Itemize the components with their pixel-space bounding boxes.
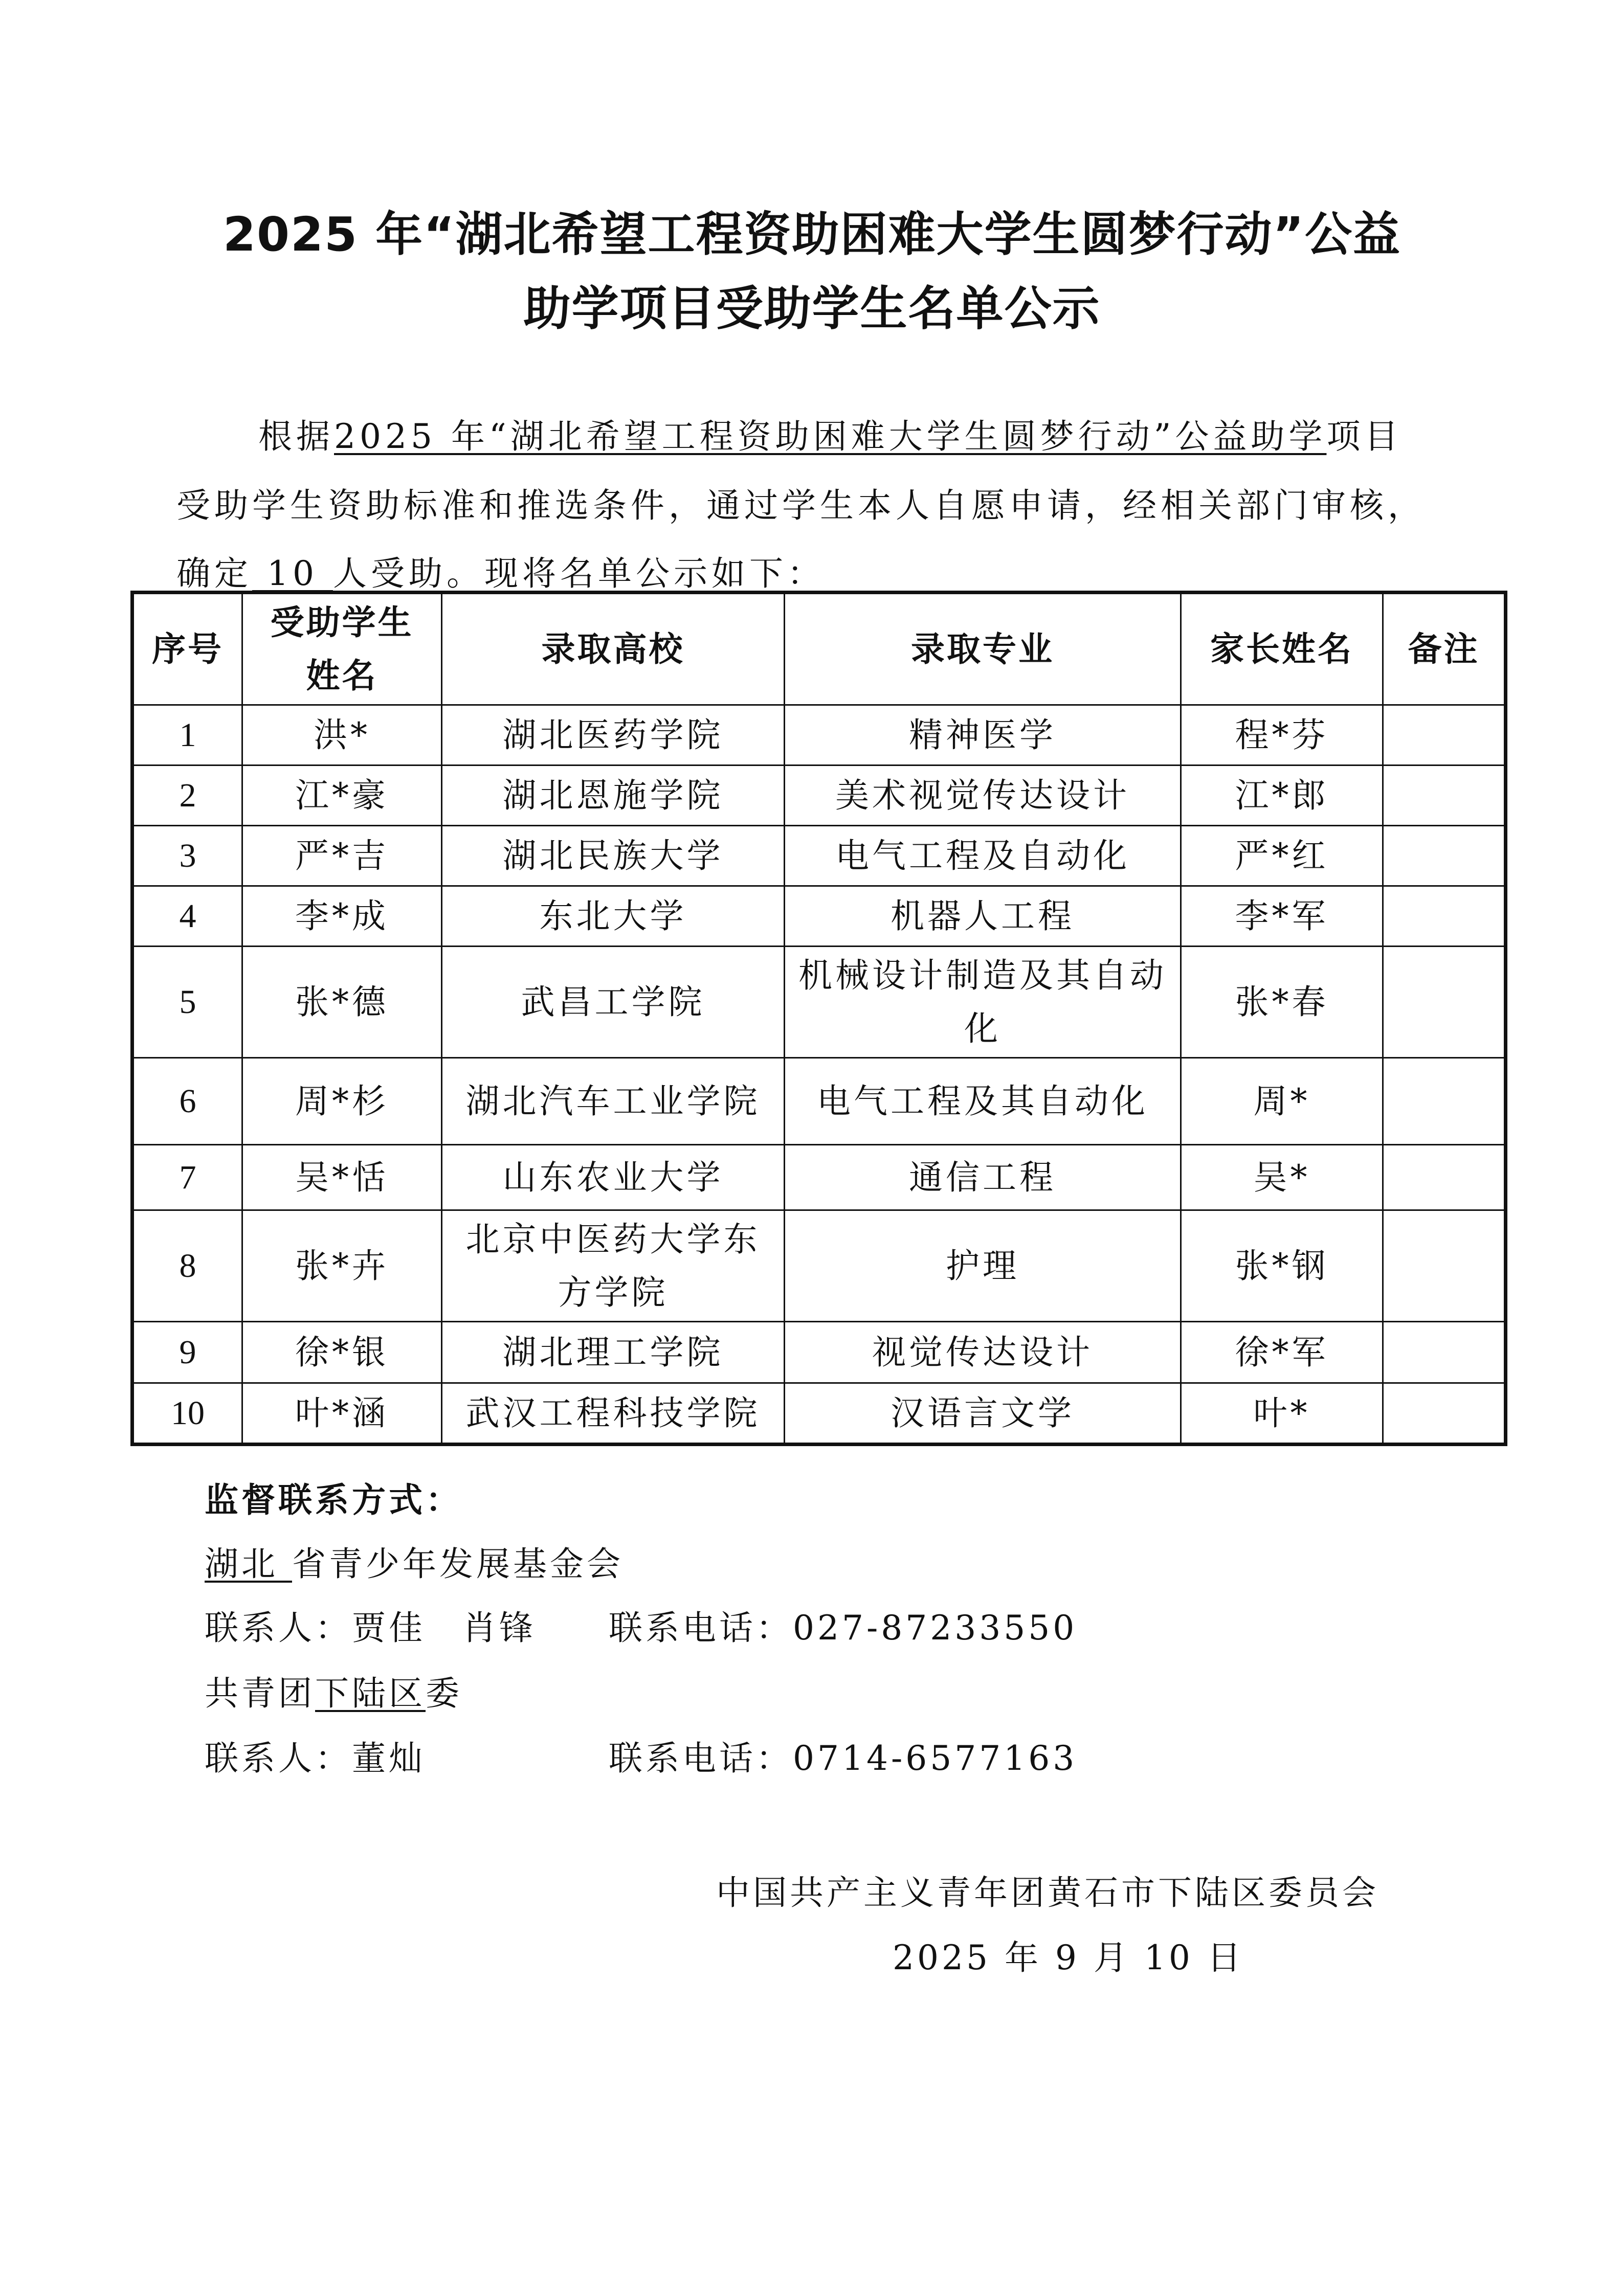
row-major: 机器人工程 bbox=[785, 886, 1181, 947]
row-university: 武汉工程科技学院 bbox=[442, 1383, 785, 1445]
table-row bbox=[132, 1145, 1506, 1210]
header-major: 录取专业 bbox=[785, 593, 1181, 705]
row-parent: 程*芬 bbox=[1181, 705, 1383, 766]
header-university: 录取高校 bbox=[442, 593, 785, 705]
row-university: 北京中医药大学东方学院 bbox=[442, 1210, 785, 1322]
supervision-org1 bbox=[205, 1537, 624, 1585]
row-index: 9 bbox=[132, 1322, 242, 1383]
row-student: 周*杉 bbox=[242, 1058, 442, 1145]
row-student: 江*豪 bbox=[242, 766, 442, 826]
table-row bbox=[132, 766, 1506, 826]
row-major: 视觉传达设计 bbox=[785, 1322, 1181, 1383]
table-row bbox=[132, 947, 1506, 1058]
header-student-line1: 受助学生 bbox=[270, 602, 414, 642]
contact2-phone: 联系电话：0714-6577163 bbox=[609, 1739, 1078, 1778]
row-university: 山东农业大学 bbox=[442, 1145, 785, 1210]
document-title-line1: 2025 年“湖北希望工程资助困难大学生圆梦行动”公益 bbox=[223, 207, 1401, 262]
row-major: 汉语言文学 bbox=[785, 1383, 1181, 1445]
row-major: 机械设计制造及其自动化 bbox=[785, 947, 1181, 1058]
row-remark bbox=[1383, 1322, 1506, 1383]
row-parent: 周* bbox=[1181, 1058, 1383, 1145]
table-header-row bbox=[132, 593, 1506, 705]
row-remark bbox=[1383, 1058, 1506, 1145]
row-remark bbox=[1383, 766, 1506, 826]
table-row bbox=[132, 1383, 1506, 1445]
row-university: 湖北汽车工业学院 bbox=[442, 1058, 785, 1145]
row-major: 护理 bbox=[785, 1210, 1181, 1322]
contact2-people: 联系人：董灿 bbox=[205, 1739, 426, 1778]
row-student: 张*德 bbox=[242, 947, 442, 1058]
header-student-line2: 姓名 bbox=[306, 656, 378, 695]
row-remark bbox=[1383, 1145, 1506, 1210]
row-parent: 张*春 bbox=[1181, 947, 1383, 1058]
row-index: 1 bbox=[132, 705, 242, 766]
row-university: 湖北民族大学 bbox=[442, 826, 785, 886]
row-index: 6 bbox=[132, 1058, 242, 1145]
intro-prefix: 根据 bbox=[258, 417, 334, 456]
org1-suffix: 省青少年发展基金会 bbox=[292, 1544, 624, 1584]
table-row bbox=[132, 1322, 1506, 1383]
org2-prefix: 共青团 bbox=[205, 1674, 315, 1713]
row-remark bbox=[1383, 705, 1506, 766]
header-parent: 家长姓名 bbox=[1181, 593, 1383, 705]
contact1-phone: 联系电话：027-87233550 bbox=[609, 1608, 1078, 1648]
row-index: 4 bbox=[132, 886, 242, 947]
row-major: 精神医学 bbox=[785, 705, 1181, 766]
intro-project-name: 2025 年“湖北希望工程资助困难大学生圆梦行动”公益助学 bbox=[334, 417, 1327, 456]
contact1-people: 联系人：贾佳 肖锋 bbox=[205, 1608, 536, 1648]
table-row bbox=[132, 705, 1506, 766]
row-index: 8 bbox=[132, 1210, 242, 1322]
supervision-heading: 监督联系方式： bbox=[205, 1480, 462, 1520]
row-university: 湖北医药学院 bbox=[442, 705, 785, 766]
row-major: 电气工程及自动化 bbox=[785, 826, 1181, 886]
row-parent: 张*钢 bbox=[1181, 1210, 1383, 1322]
intro-line1 bbox=[258, 409, 1402, 458]
header-index: 序号 bbox=[132, 593, 242, 705]
org2-suffix: 委 bbox=[426, 1674, 462, 1713]
row-parent: 叶* bbox=[1181, 1383, 1383, 1445]
row-university: 东北大学 bbox=[442, 886, 785, 947]
row-parent: 李*军 bbox=[1181, 886, 1383, 947]
row-index: 10 bbox=[132, 1383, 242, 1445]
row-major: 电气工程及其自动化 bbox=[785, 1058, 1181, 1145]
row-university: 武昌工学院 bbox=[442, 947, 785, 1058]
org1-region: 湖北 bbox=[205, 1544, 292, 1584]
table-row bbox=[132, 1210, 1506, 1322]
intro-line3-suffix: 人受助。现将名单公示如下： bbox=[332, 554, 825, 593]
org2-region: 下陆区 bbox=[315, 1674, 426, 1713]
table-row bbox=[132, 826, 1506, 886]
document-title-line2: 助学项目受助学生名单公示 bbox=[523, 281, 1101, 336]
intro-after-project: 项目 bbox=[1326, 417, 1403, 456]
row-parent: 徐*军 bbox=[1181, 1322, 1383, 1383]
row-student: 张*卉 bbox=[242, 1210, 442, 1322]
row-parent: 江*郎 bbox=[1181, 766, 1383, 826]
intro-line3 bbox=[176, 546, 825, 595]
row-remark bbox=[1383, 947, 1506, 1058]
row-student: 李*成 bbox=[242, 886, 442, 947]
row-student: 徐*银 bbox=[242, 1322, 442, 1383]
signature-org: 中国共产主义青年团黄石市下陆区委员会 bbox=[716, 1873, 1379, 1912]
header-remark: 备注 bbox=[1383, 593, 1506, 705]
row-index: 2 bbox=[132, 766, 242, 826]
row-remark bbox=[1383, 1383, 1506, 1445]
header-student bbox=[242, 593, 442, 705]
intro-line2: 受助学生资助标准和推选条件，通过学生本人自愿申请，经相关部门审核， bbox=[176, 486, 1426, 525]
row-remark bbox=[1383, 826, 1506, 886]
row-major: 美术视觉传达设计 bbox=[785, 766, 1181, 826]
supervision-org2 bbox=[205, 1666, 462, 1715]
row-remark bbox=[1383, 886, 1506, 947]
recipient-table bbox=[130, 591, 1507, 1446]
row-university: 湖北恩施学院 bbox=[442, 766, 785, 826]
row-index: 7 bbox=[132, 1145, 242, 1210]
row-student: 叶*涵 bbox=[242, 1383, 442, 1445]
table-row bbox=[132, 886, 1506, 947]
row-major: 通信工程 bbox=[785, 1145, 1181, 1210]
row-student: 严*吉 bbox=[242, 826, 442, 886]
row-university: 湖北理工学院 bbox=[442, 1322, 785, 1383]
row-index: 3 bbox=[132, 826, 242, 886]
recipient-count: 10 bbox=[252, 554, 333, 593]
row-remark bbox=[1383, 1210, 1506, 1322]
row-parent: 吴* bbox=[1181, 1145, 1383, 1210]
intro-line3-prefix: 确定 bbox=[176, 554, 252, 593]
row-index: 5 bbox=[132, 947, 242, 1058]
row-parent: 严*红 bbox=[1181, 826, 1383, 886]
signature-date: 2025 年 9 月 10 日 bbox=[893, 1938, 1244, 1977]
row-student: 吴*恬 bbox=[242, 1145, 442, 1210]
table-row bbox=[132, 1058, 1506, 1145]
row-student: 洪* bbox=[242, 705, 442, 766]
